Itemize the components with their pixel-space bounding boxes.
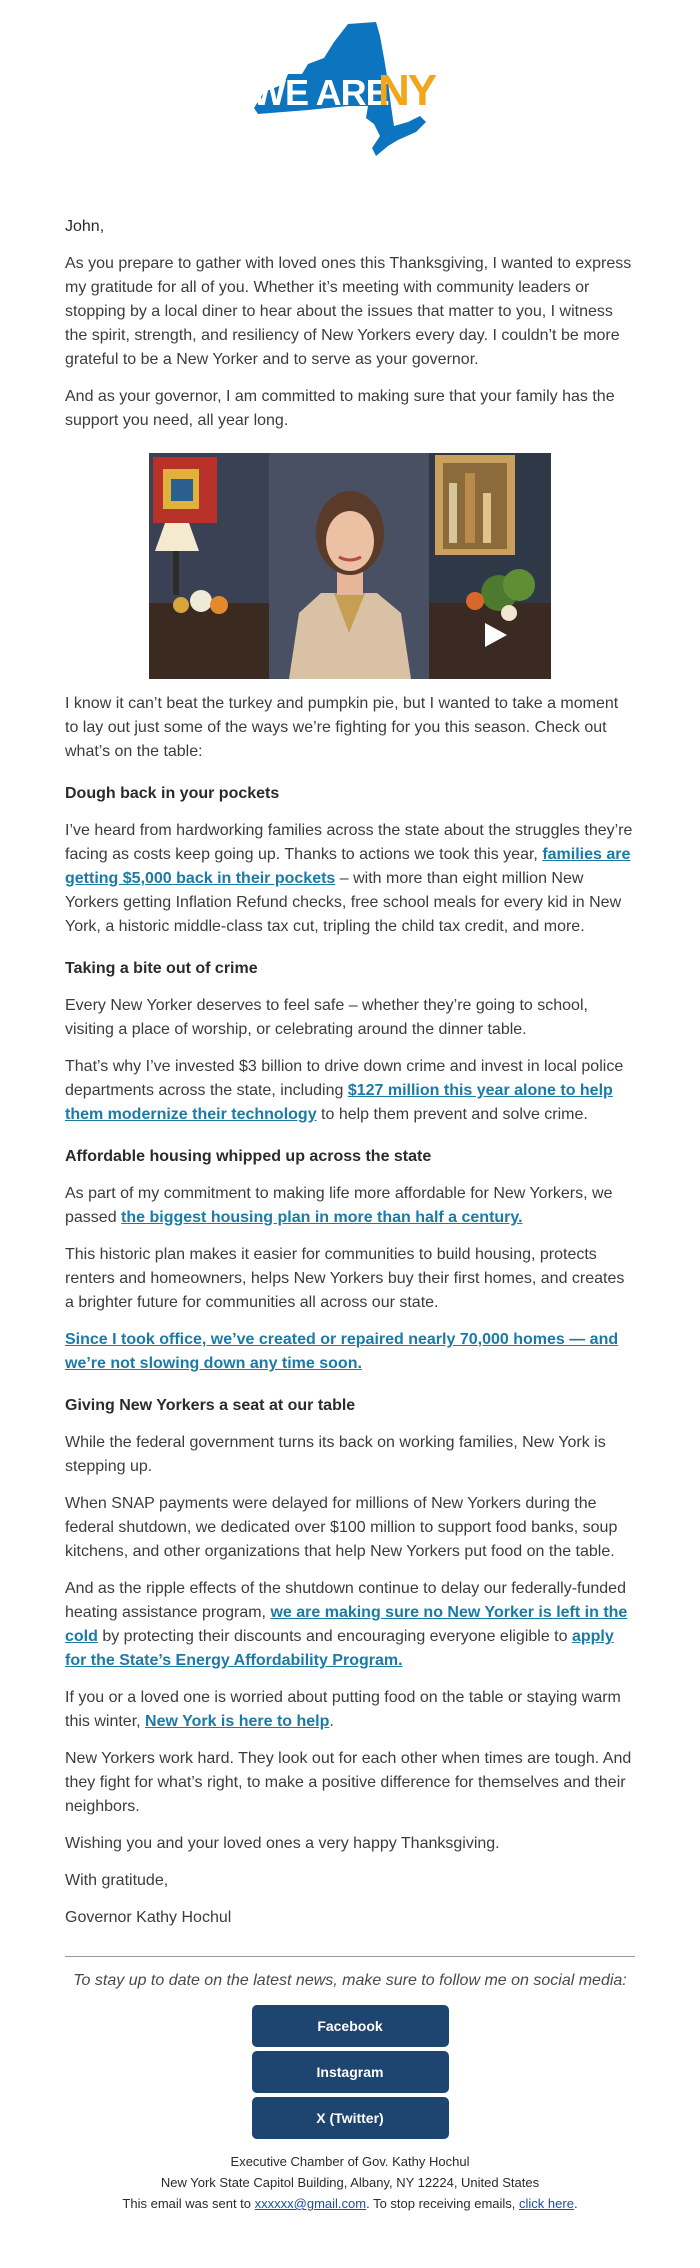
logo-ny-text: NY xyxy=(378,66,436,115)
intro-paragraph-1: As you prepare to gather with loved ones this Thanksgiving, I wanted to express my gratitude for all of you. Whether it’s meeting with community leaders or stopping by a local diner to hear about the issues that matter to you, I witness the spirit, strength, and resiliency of New Yorkers every day. I couldn’t be more grateful to be a New Yorker and to serve as your governor. xyxy=(65,255,632,368)
text-span: As part of my commitment to making life more affordable for New Yorkers, we passed xyxy=(65,1185,613,1226)
text-span: . To stop receiving emails, xyxy=(366,2196,520,2211)
section2-paragraph-1: Every New Yorker deserves to feel safe – whether they’re going to school, visiting a place of worship, or celebrating around the dinner table. xyxy=(65,997,588,1038)
social-note: To stay up to date on the latest news, make sure to follow me on social media: xyxy=(73,1972,627,1989)
unsubscribe-link[interactable]: click here xyxy=(519,2196,574,2211)
text-span: I’ve heard from hardworking families across the state about the struggles they’re facing as costs keep going up. Thanks to actions we took this year, xyxy=(65,822,633,863)
section-heading-seat: Giving New Yorkers a seat at our table xyxy=(65,1397,356,1414)
section4-paragraph-5: New Yorkers work hard. They look out for each other when times are tough. And they fight for what’s right, to make a positive difference for themselves and their neighbors. xyxy=(65,1750,632,1815)
text-span: – with more than eight million New Yorkers getting Inflation Refund checks, free school meals for every kid in New York, a historic middle-class tax cut, tripling the child tax credit, and more. xyxy=(65,870,622,935)
link-127-million[interactable]: $127 million this year alone to help them modernize their technology xyxy=(65,1082,613,1123)
section-heading-housing: Affordable housing whipped up across the state xyxy=(65,1148,432,1165)
section2-paragraph-2 xyxy=(65,1055,635,1127)
section4-paragraph-2: When SNAP payments were delayed for millions of New Yorkers during the federal shutdown, we dedicated over $100 million to support food banks, soup kitchens, and other organizations that help New Yorkers put food on the table. xyxy=(65,1495,618,1560)
email-link[interactable]: xxxxxx@gmail.com xyxy=(254,2196,367,2211)
social-buttons xyxy=(65,2005,635,2143)
closing-wish: Wishing you and your loved ones a very happy Thanksgiving. xyxy=(65,1835,500,1852)
after-video-paragraph: I know it can’t beat the turkey and pumpkin pie, but I wanted to take a moment to lay out just some of the ways we’re fighting for you this season. Check out what’s on the table: xyxy=(65,695,619,760)
section3-paragraph-2: This historic plan makes it easier for communities to build housing, protects renters and homeowners, helps New Yorkers buy their first homes, and creates a brighter future for communities all across our state. xyxy=(65,1246,625,1311)
section4-paragraph-4 xyxy=(65,1686,635,1734)
section-heading-crime: Taking a bite out of crime xyxy=(65,960,258,977)
instagram-button[interactable]: Instagram xyxy=(252,2051,449,2093)
greeting: John, xyxy=(65,218,105,235)
text-span: to help them prevent and solve crime. xyxy=(316,1106,588,1123)
text-span: . xyxy=(573,2196,578,2211)
section-heading-dough: Dough back in your pockets xyxy=(65,785,280,802)
facebook-button[interactable]: Facebook xyxy=(252,2005,449,2047)
header-logo-area xyxy=(0,0,700,200)
text-span: by protecting their discounts and encouraging everyone eligible to xyxy=(97,1628,572,1645)
section3-paragraph-3 xyxy=(65,1328,635,1376)
section4-paragraph-3 xyxy=(65,1577,635,1673)
section1-paragraph xyxy=(65,819,635,939)
we-are-ny-logo[interactable] xyxy=(248,22,454,156)
closing-signoff: With gratitude, xyxy=(65,1872,169,1889)
text-span: This email was sent to xyxy=(122,2196,255,2211)
link-no-new-yorker-cold[interactable]: we are making sure no New Yorker is left in the cold xyxy=(65,1604,628,1645)
intro-paragraph-2: And as your governor, I am committed to making sure that your family has the support you need, all year long. xyxy=(65,388,615,429)
video-thumbnail[interactable] xyxy=(149,453,551,679)
link-energy-affordability[interactable]: apply for the State’s Energy Affordability Program. xyxy=(65,1628,614,1669)
section4-paragraph-1: While the federal government turns its back on working families, New York is stepping up. xyxy=(65,1434,606,1475)
divider xyxy=(65,1956,635,1957)
closing-signature: Governor Kathy Hochul xyxy=(65,1909,232,1926)
footer-email-line xyxy=(65,2193,635,2214)
link-70000-homes[interactable]: Since I took office, we’ve created or repaired nearly 70,000 homes — and we’re not slowing down any time soon. xyxy=(65,1331,619,1372)
link-families-5000[interactable]: families are getting $5,000 back in their pockets xyxy=(65,846,631,887)
section3-paragraph-1 xyxy=(65,1182,635,1230)
text-span: And as the ripple effects of the shutdown continue to delay our federally-funded heating assistance program, xyxy=(65,1580,626,1621)
text-span: If you or a loved one is worried about putting food on the table or staying warm this winter, xyxy=(65,1689,621,1730)
footer-address: New York State Capitol Building, Albany, NY 12224, United States xyxy=(160,2175,540,2190)
logo-we-are-text: WE ARE xyxy=(252,72,389,113)
text-span: That’s why I’ve invested $3 billion to drive down crime and invest in local police departments across the state, including xyxy=(65,1058,624,1099)
play-icon[interactable] xyxy=(483,623,507,647)
footer-org: Executive Chamber of Gov. Kathy Hochul xyxy=(230,2154,470,2169)
email-body xyxy=(0,214,700,2234)
link-housing-plan[interactable]: the biggest housing plan in more than half a century. xyxy=(121,1209,523,1226)
link-here-to-help[interactable]: New York is here to help xyxy=(145,1713,330,1730)
x-twitter-button[interactable]: X (Twitter) xyxy=(252,2097,449,2139)
footer xyxy=(65,2151,635,2234)
text-span: . xyxy=(329,1713,334,1730)
